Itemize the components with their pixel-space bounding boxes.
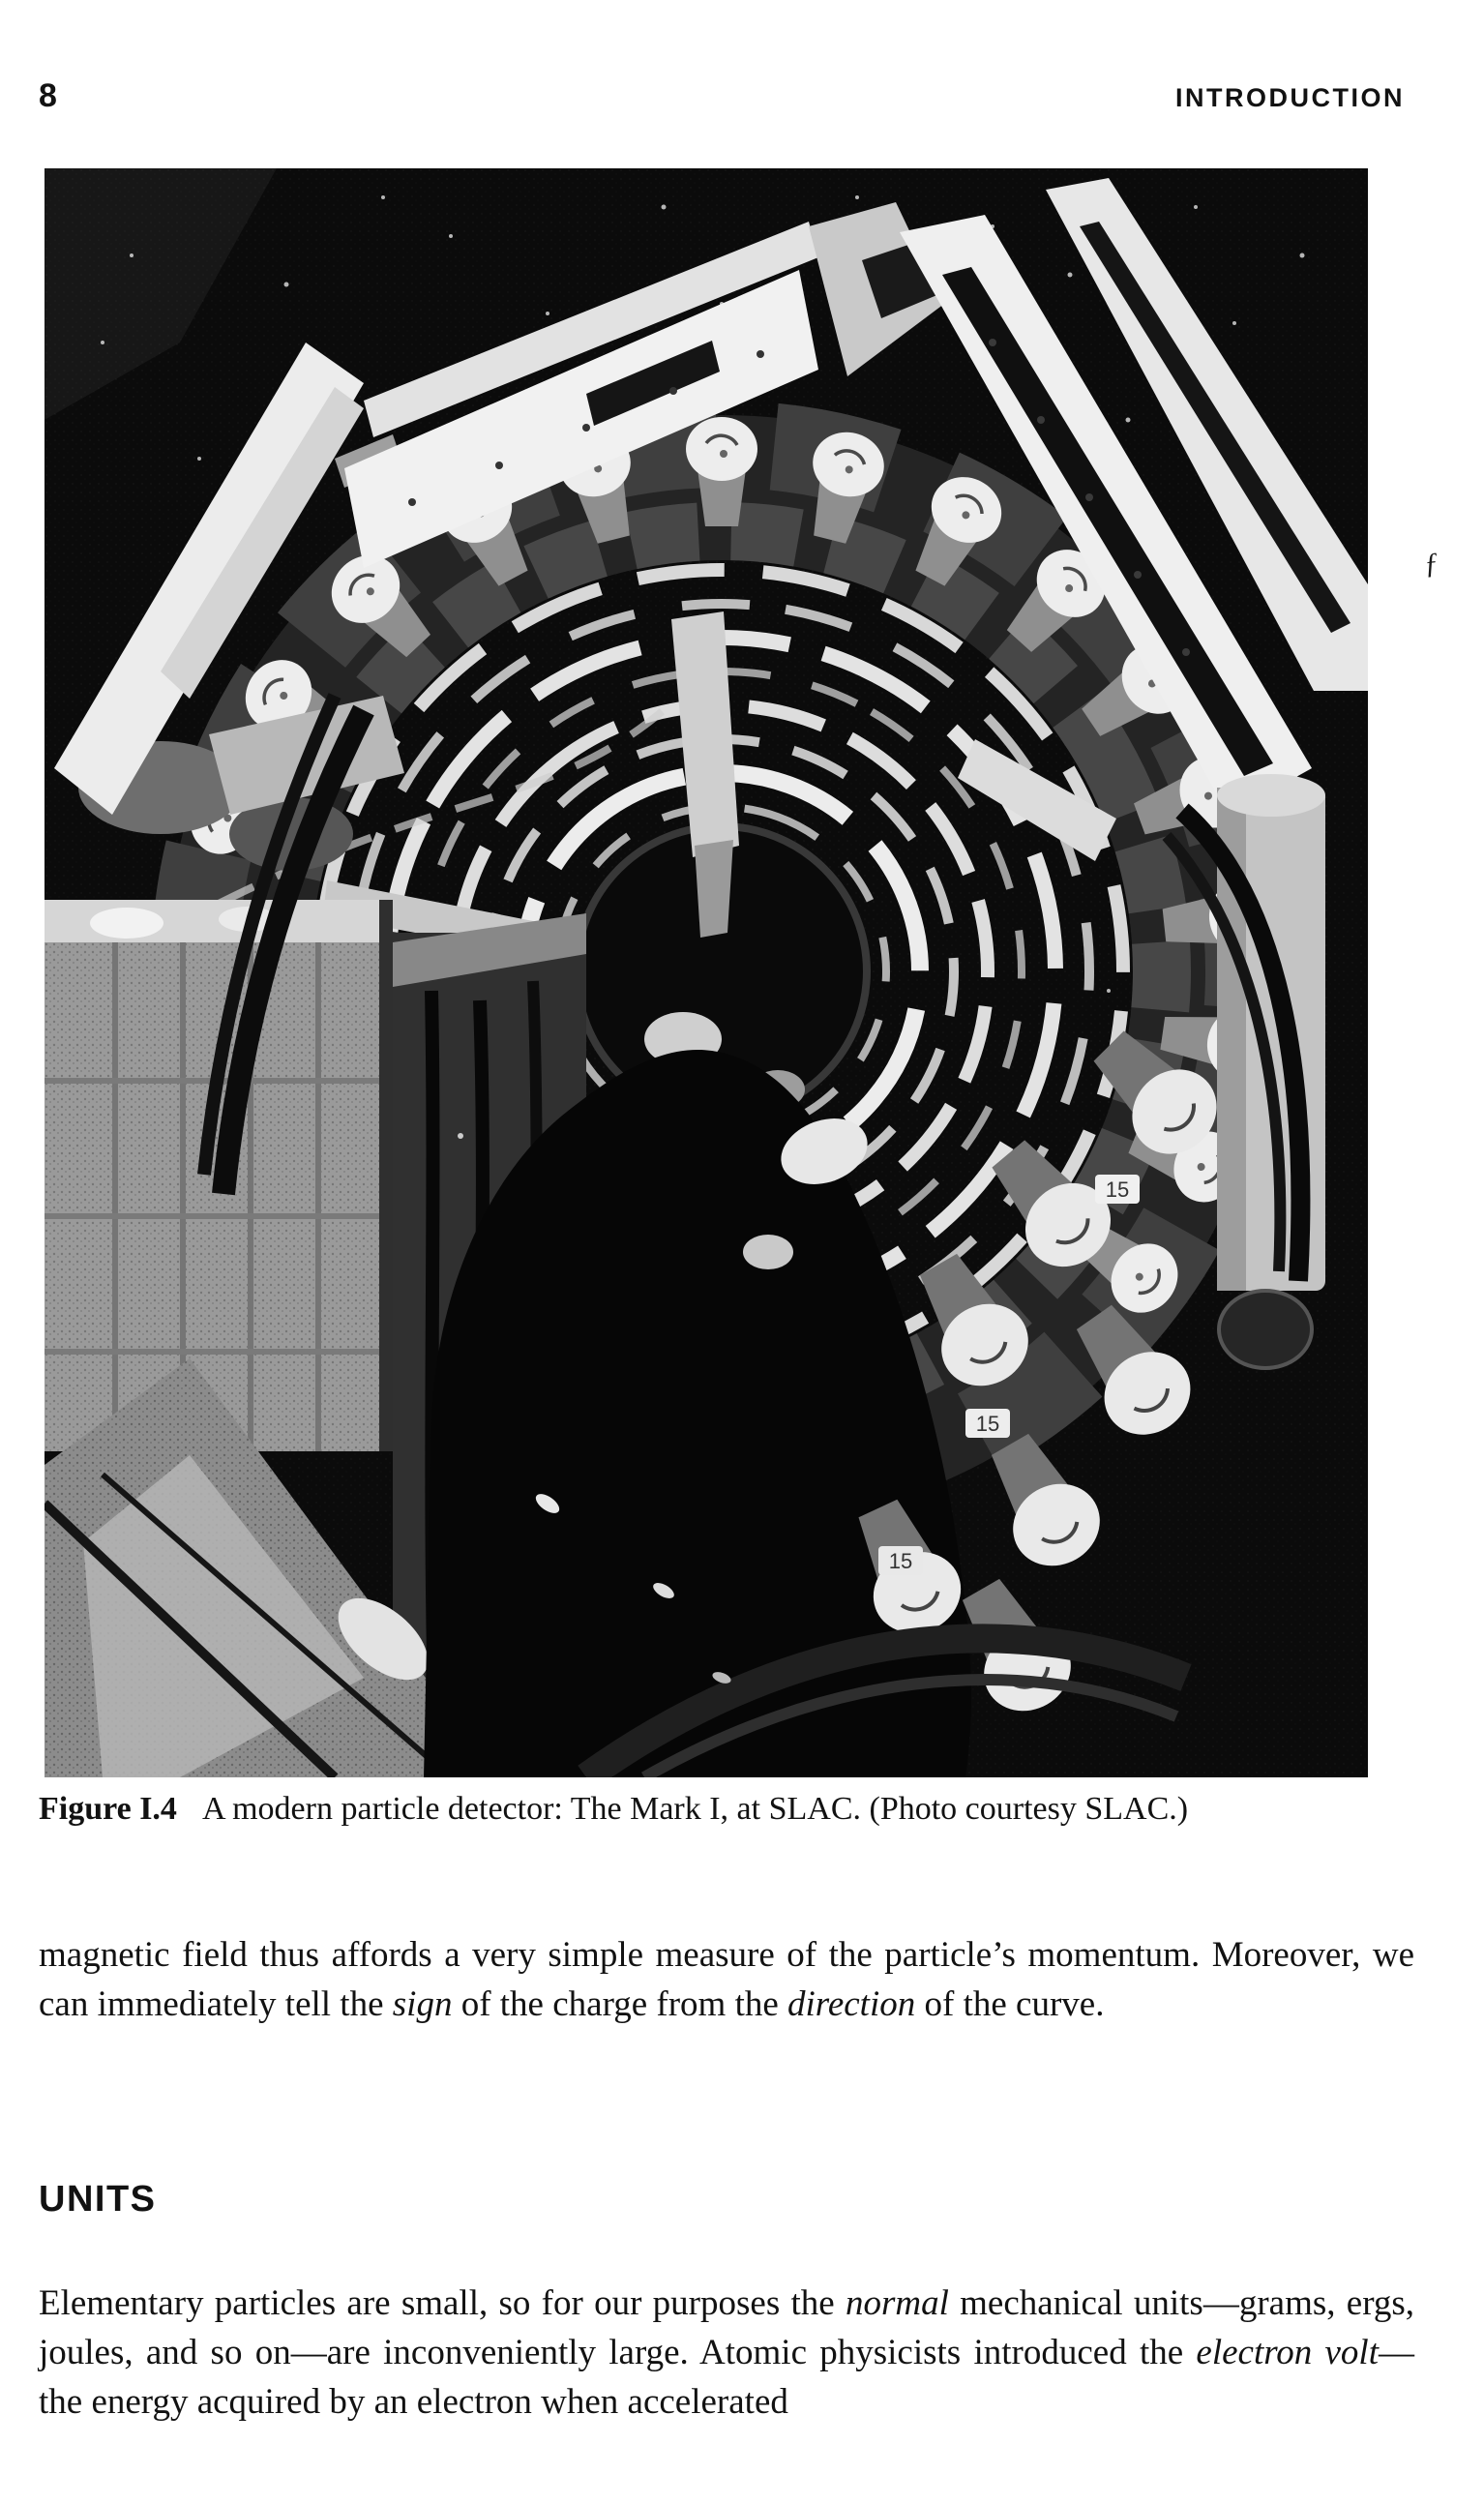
svg-text:15: 15: [1105, 1177, 1130, 1202]
figure-caption-label: Figure I.4: [39, 1791, 177, 1827]
figure-caption: [39, 1788, 1416, 1831]
body-paragraph-units: [39, 2279, 1414, 2427]
para2-run-e: —the energy acquired by an electron when accelerated: [39, 2333, 1414, 2422]
para1-italic-direction: direction: [787, 1984, 916, 2024]
section-heading-units: UNITS: [39, 2178, 157, 2220]
print-artifact-mark: ƒ: [1422, 547, 1440, 581]
para2-italic-normal: normal: [845, 2283, 949, 2323]
running-head: INTRODUCTION: [1175, 83, 1405, 112]
figure-photo: [45, 168, 1368, 1777]
figure-caption-text: A modern particle detector: The Mark I, at SLAC. (Photo courtesy SLAC.): [201, 1791, 1189, 1827]
para2-run-c: mechanical units—grams, ergs, joules, and so on—are inconveniently large. Atomic physicists introduced the: [39, 2283, 1414, 2372]
para2-run-a: Elementary particles are small, so for our purposes the: [39, 2283, 846, 2323]
page-number: 8: [39, 77, 57, 114]
detector-photo-illustration: [45, 168, 1368, 1777]
svg-text:15: 15: [975, 1412, 1000, 1436]
para1-run-c: of the charge from the: [452, 1984, 788, 2024]
para1-run-a: magnetic field thus affords a very simple measure of the particle’s momentum. Moreover, we can immediately tell the: [39, 1935, 1414, 2024]
para1-italic-sign: sign: [392, 1984, 453, 2024]
para2-italic-electron-volt: electron volt: [1196, 2333, 1379, 2372]
para1-run-e: of the curve.: [915, 1984, 1105, 2024]
body-paragraph-momentum: [39, 1930, 1414, 2029]
svg-text:15: 15: [888, 1549, 913, 1573]
